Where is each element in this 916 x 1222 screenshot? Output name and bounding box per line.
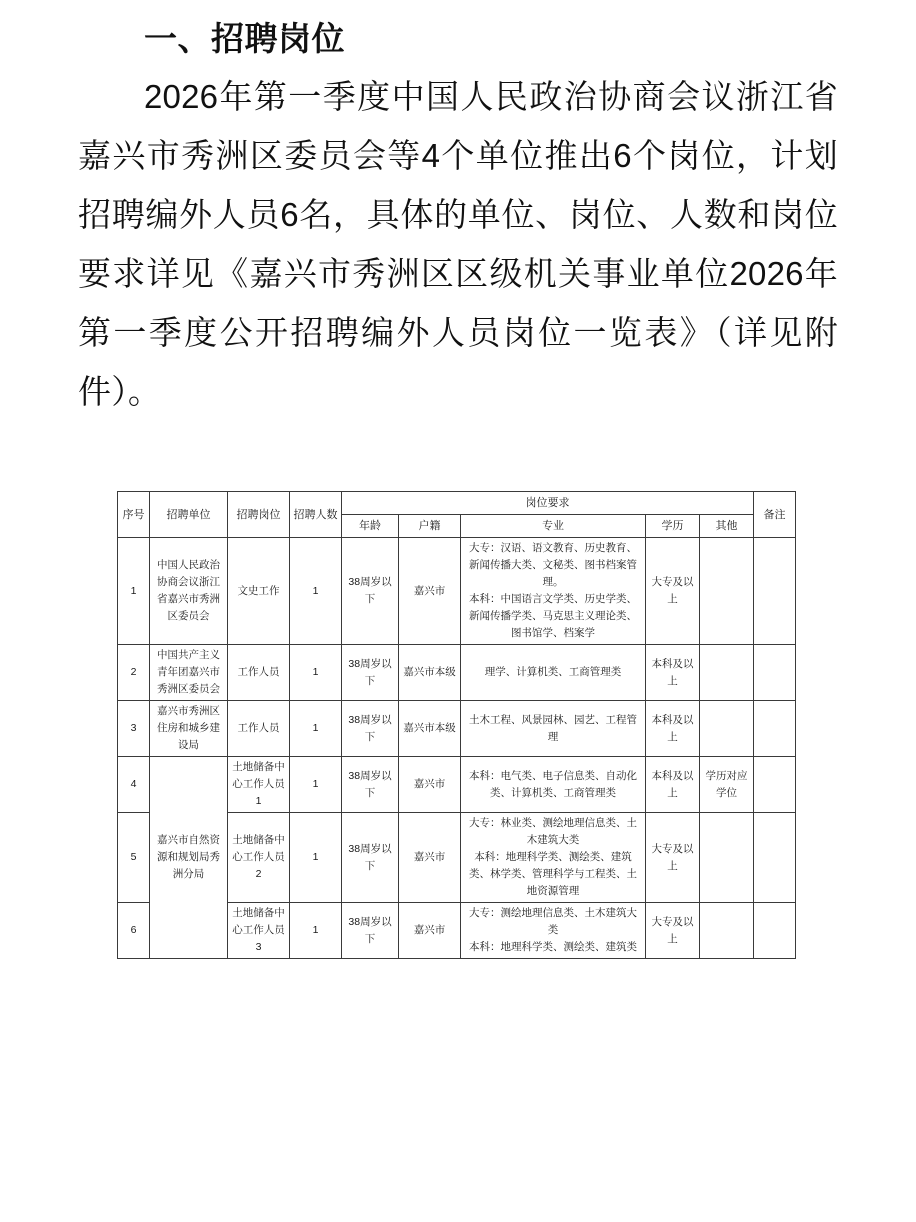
column-header-requirements	[342, 492, 754, 515]
cell-count: 1	[290, 903, 342, 959]
page-title: 一、招聘岗位	[144, 20, 345, 57]
cell-education: 大专及以上	[646, 903, 700, 959]
cell-other: 学历对应学位	[700, 757, 754, 813]
cell-hukou: 嘉兴市本级	[399, 645, 461, 701]
column-header-seq-label: 序号	[122, 508, 145, 521]
cell-major-line-1: 大专：林业类、测绘地理信息类、土木建筑大类	[469, 817, 637, 846]
cell-hukou: 嘉兴市	[399, 813, 461, 903]
column-header-post	[228, 492, 290, 538]
cell-remark	[754, 701, 796, 757]
cell-count: 1	[290, 757, 342, 813]
cell-age: 38周岁以下	[342, 903, 399, 959]
document-body	[0, 10, 916, 421]
column-header-seq	[118, 492, 150, 538]
cell-unit: 中国人民政治协商会议浙江省嘉兴市秀洲区委员会	[150, 538, 228, 645]
cell-education: 本科及以上	[646, 757, 700, 813]
cell-other	[700, 538, 754, 645]
job-listing-table-container	[117, 491, 795, 959]
cell-other	[700, 645, 754, 701]
table-row	[118, 645, 796, 701]
cell-education: 本科及以上	[646, 645, 700, 701]
column-header-count-label: 招聘人数	[293, 508, 338, 521]
cell-education: 大专及以上	[646, 813, 700, 903]
header-row-1	[118, 492, 796, 515]
cell-seq: 5	[118, 813, 150, 903]
cell-age: 38周岁以下	[342, 701, 399, 757]
column-header-education	[646, 515, 700, 538]
table-body	[118, 538, 796, 959]
cell-remark	[754, 645, 796, 701]
cell-count: 1	[290, 645, 342, 701]
cell-other	[700, 813, 754, 903]
table-row	[118, 757, 796, 813]
column-header-other-label: 其他	[715, 520, 738, 532]
column-header-post-label: 招聘岗位	[236, 508, 281, 521]
cell-post: 土地储备中心工作人员2	[228, 813, 290, 903]
cell-remark	[754, 813, 796, 903]
cell-count: 1	[290, 538, 342, 645]
cell-major	[461, 645, 646, 701]
column-header-unit-label: 招聘单位	[166, 508, 211, 521]
cell-seq: 1	[118, 538, 150, 645]
column-header-remark-label: 备注	[763, 508, 786, 521]
cell-education: 本科及以上	[646, 701, 700, 757]
column-header-remark	[754, 492, 796, 538]
cell-post: 土地储备中心工作人员1	[228, 757, 290, 813]
table-row	[118, 538, 796, 645]
cell-major-line-1: 土木工程、风景园林、园艺、工程管理	[469, 713, 637, 743]
cell-other	[700, 701, 754, 757]
cell-major-line-2: 本科：地理科学类、测绘类、建筑类、林学类、管理科学与工程类、土地资源管理	[469, 851, 637, 897]
cell-hukou: 嘉兴市	[399, 757, 461, 813]
cell-major	[461, 903, 646, 959]
cell-seq: 4	[118, 757, 150, 813]
column-header-age	[342, 515, 399, 538]
cell-remark	[754, 538, 796, 645]
table-header	[118, 492, 796, 538]
cell-age: 38周岁以下	[342, 757, 399, 813]
cell-major-line-1: 大专：汉语、语文教育、历史教育、新闻传播大类、文秘类、图书档案管理。	[469, 542, 637, 588]
cell-major-line-2: 本科：中国语言文学类、历史学类、新闻传播学类、马克思主义理论类、图书馆学、档案学	[469, 593, 637, 639]
cell-unit: 嘉兴市秀洲区住房和城乡建设局	[150, 701, 228, 757]
cell-education: 大专及以上	[646, 538, 700, 645]
cell-age: 38周岁以下	[342, 645, 399, 701]
column-header-major	[461, 515, 646, 538]
column-header-count	[290, 492, 342, 538]
cell-age: 38周岁以下	[342, 538, 399, 645]
column-header-hukou-label: 户籍	[418, 520, 441, 532]
cell-age: 38周岁以下	[342, 813, 399, 903]
cell-major-line-1: 本科：电气类、电子信息类、自动化类、计算机类、工商管理类	[469, 769, 637, 799]
cell-post: 工作人员	[228, 645, 290, 701]
column-header-education-label: 学历	[661, 520, 684, 532]
cell-post: 工作人员	[228, 701, 290, 757]
cell-count: 1	[290, 813, 342, 903]
cell-remark	[754, 757, 796, 813]
cell-major	[461, 701, 646, 757]
cell-major-line-1: 大专：测绘地理信息类、土木建筑大类	[469, 907, 637, 936]
cell-unit: 中国共产主义青年团嘉兴市秀洲区委员会	[150, 645, 228, 701]
cell-major	[461, 757, 646, 813]
column-header-unit	[150, 492, 228, 538]
cell-seq: 3	[118, 701, 150, 757]
column-header-hukou	[399, 515, 461, 538]
cell-hukou: 嘉兴市	[399, 538, 461, 645]
column-header-major-label: 专业	[542, 520, 564, 532]
cell-major-line-2: 本科：地理科学类、测绘类、建筑类	[469, 941, 637, 953]
cell-hukou: 嘉兴市	[399, 903, 461, 959]
column-header-age-label: 年龄	[359, 520, 381, 532]
table-row	[118, 701, 796, 757]
cell-post: 文史工作	[228, 538, 290, 645]
column-header-requirements-label: 岗位要求	[525, 497, 570, 509]
cell-post: 土地储备中心工作人员3	[228, 903, 290, 959]
cell-unit: 嘉兴市自然资源和规划局秀洲分局	[150, 757, 228, 959]
cell-hukou: 嘉兴市本级	[399, 701, 461, 757]
job-listing-table	[117, 491, 796, 959]
cell-major-line-1: 理学、计算机类、工商管理类	[484, 666, 622, 678]
cell-major	[461, 813, 646, 903]
cell-count: 1	[290, 701, 342, 757]
cell-seq: 2	[118, 645, 150, 701]
cell-seq: 6	[118, 903, 150, 959]
cell-major	[461, 538, 646, 645]
cell-other	[700, 903, 754, 959]
column-header-other	[700, 515, 754, 538]
intro-paragraph: 2026年第一季度中国人民政治协商会议浙江省嘉兴市秀洲区委员会等4个单位推出6个岗位，计划招聘编外人员6名，具体的单位、岗位、人数和岗位要求详见《嘉兴市秀洲区区级机关事业单位2026年第一季度公开招聘编外人员岗位一览表》（详见附件）。	[78, 78, 838, 410]
cell-remark	[754, 903, 796, 959]
